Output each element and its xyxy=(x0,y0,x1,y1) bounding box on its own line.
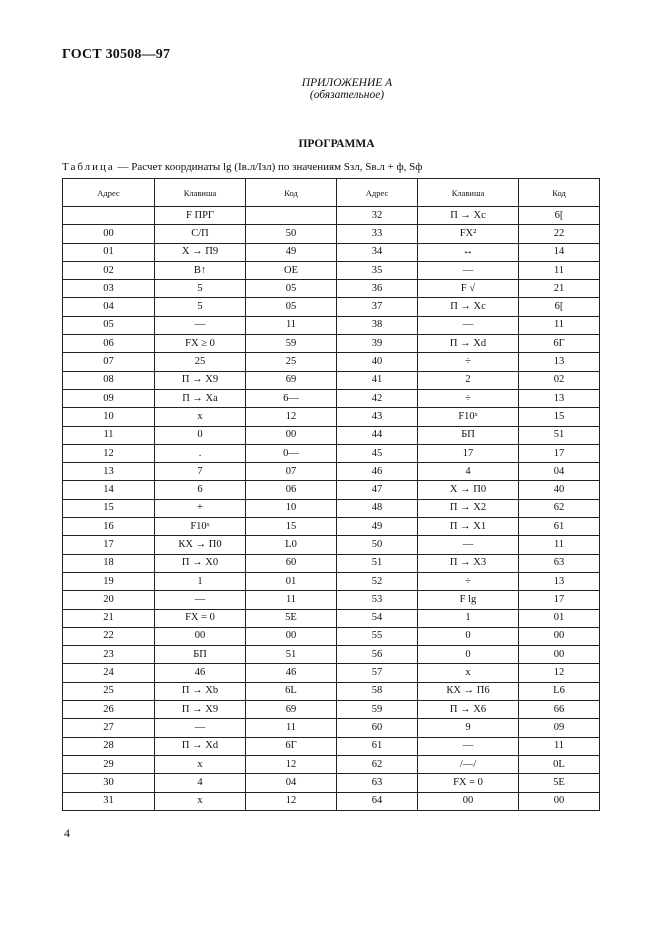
code-cell: 60 xyxy=(246,554,337,572)
address-cell: 05 xyxy=(63,316,155,334)
code-cell: 11 xyxy=(519,737,600,755)
address-cell: 56 xyxy=(337,646,418,664)
code-cell: 63 xyxy=(519,554,600,572)
table-row xyxy=(63,627,600,645)
header-key: Клавиша xyxy=(155,179,246,207)
address-cell: 64 xyxy=(337,792,418,810)
code-cell: 15 xyxy=(246,518,337,536)
address-cell: 14 xyxy=(63,481,155,499)
code-cell: 00 xyxy=(246,426,337,444)
table-row xyxy=(63,774,600,792)
code-cell: 00 xyxy=(246,627,337,645)
code-cell xyxy=(246,207,337,225)
table-caption-text: — Расчет координаты lg (Iв.л/Iзл) по значениям Sзл, Sв.л + ф, Sф xyxy=(117,161,423,173)
key-cell: — xyxy=(155,591,246,609)
header-address-2: Адрес xyxy=(337,179,418,207)
table-row xyxy=(63,225,600,243)
key-cell: X → П9 xyxy=(155,243,246,261)
key-cell: 5 xyxy=(155,280,246,298)
key-cell: F10ˣ xyxy=(155,518,246,536)
address-cell: 50 xyxy=(337,536,418,554)
address-cell: 54 xyxy=(337,609,418,627)
address-cell: 26 xyxy=(63,701,155,719)
address-cell: 34 xyxy=(337,243,418,261)
address-cell: 32 xyxy=(337,207,418,225)
key-cell: — xyxy=(418,261,519,279)
table-row xyxy=(63,554,600,572)
key-cell: ↔ xyxy=(418,243,519,261)
header-key-2: Клавиша xyxy=(418,179,519,207)
key-cell: х xyxy=(155,408,246,426)
address-cell: 37 xyxy=(337,298,418,316)
key-cell: П → Хd xyxy=(155,737,246,755)
address-cell: 39 xyxy=(337,335,418,353)
address-cell: 21 xyxy=(63,609,155,627)
table-row xyxy=(63,664,600,682)
code-cell: 02 xyxy=(519,371,600,389)
address-cell: 03 xyxy=(63,280,155,298)
code-cell: 6[ xyxy=(519,207,600,225)
key-cell: F √ xyxy=(418,280,519,298)
key-cell: FX² xyxy=(418,225,519,243)
address-cell: 00 xyxy=(63,225,155,243)
key-cell: ÷ xyxy=(418,389,519,407)
key-cell: 1 xyxy=(418,609,519,627)
address-cell: 44 xyxy=(337,426,418,444)
code-cell: 14 xyxy=(519,243,600,261)
code-cell: 59 xyxy=(246,335,337,353)
address-cell: 07 xyxy=(63,353,155,371)
key-cell: ÷ xyxy=(418,572,519,590)
code-cell: 0— xyxy=(246,444,337,462)
key-cell: 0 xyxy=(418,627,519,645)
code-cell: 6Г xyxy=(519,335,600,353)
key-cell: 4 xyxy=(418,463,519,481)
header-address: Адрес xyxy=(63,179,155,207)
address-cell: 40 xyxy=(337,353,418,371)
code-cell: 01 xyxy=(246,572,337,590)
key-cell: П → Х3 xyxy=(418,554,519,572)
document-id: ГОСТ 30508—97 xyxy=(62,47,171,62)
table-row xyxy=(63,591,600,609)
code-cell: 12 xyxy=(246,755,337,773)
key-cell: 6 xyxy=(155,481,246,499)
key-cell: 2 xyxy=(418,371,519,389)
table-row xyxy=(63,682,600,700)
key-cell: FX ≥ 0 xyxy=(155,335,246,353)
key-cell: КХ → П6 xyxy=(418,682,519,700)
key-cell: х xyxy=(418,664,519,682)
code-cell: 01 xyxy=(519,609,600,627)
address-cell: 11 xyxy=(63,426,155,444)
table-row xyxy=(63,719,600,737)
key-cell: 00 xyxy=(155,627,246,645)
table-row xyxy=(63,499,600,517)
key-cell: П → Хс xyxy=(418,298,519,316)
table-row xyxy=(63,536,600,554)
code-cell: 22 xyxy=(519,225,600,243)
code-cell: 11 xyxy=(246,591,337,609)
table-row xyxy=(63,737,600,755)
code-cell: 12 xyxy=(519,664,600,682)
key-cell: 0 xyxy=(418,646,519,664)
code-cell: 06 xyxy=(246,481,337,499)
address-cell: 57 xyxy=(337,664,418,682)
code-cell: 11 xyxy=(519,316,600,334)
key-cell: 5 xyxy=(155,298,246,316)
key-cell: 17 xyxy=(418,444,519,462)
address-cell: 38 xyxy=(337,316,418,334)
address-cell: 60 xyxy=(337,719,418,737)
key-cell: В↑ xyxy=(155,261,246,279)
code-cell: 07 xyxy=(246,463,337,481)
address-cell: 17 xyxy=(63,536,155,554)
address-cell: 53 xyxy=(337,591,418,609)
table-row xyxy=(63,572,600,590)
appendix-title: ПРИЛОЖЕНИЕ А xyxy=(301,77,393,89)
address-cell xyxy=(63,207,155,225)
code-cell: 0L xyxy=(519,755,600,773)
address-cell: 25 xyxy=(63,682,155,700)
address-cell: 09 xyxy=(63,389,155,407)
code-cell: 12 xyxy=(246,408,337,426)
address-cell: 35 xyxy=(337,261,418,279)
table-row xyxy=(63,261,600,279)
code-cell: OE xyxy=(246,261,337,279)
address-cell: 01 xyxy=(63,243,155,261)
key-cell: П → Х1 xyxy=(418,518,519,536)
key-cell: — xyxy=(418,536,519,554)
code-cell: 61 xyxy=(519,518,600,536)
code-cell: 15 xyxy=(519,408,600,426)
table-row xyxy=(63,463,600,481)
table-caption-label: Таблица xyxy=(62,161,115,173)
key-cell: КХ → П0 xyxy=(155,536,246,554)
address-cell: 61 xyxy=(337,737,418,755)
address-cell: 08 xyxy=(63,371,155,389)
table-row xyxy=(63,408,600,426)
key-cell: х xyxy=(155,792,246,810)
code-cell: 00 xyxy=(519,646,600,664)
key-cell: + xyxy=(155,499,246,517)
key-cell: — xyxy=(155,719,246,737)
key-cell: — xyxy=(418,737,519,755)
table-row xyxy=(63,335,600,353)
address-cell: 28 xyxy=(63,737,155,755)
code-cell: 6[ xyxy=(519,298,600,316)
section-title: ПРОГРАММА xyxy=(298,138,375,150)
key-cell: П → Х9 xyxy=(155,701,246,719)
table-row xyxy=(63,646,600,664)
address-cell: 12 xyxy=(63,444,155,462)
code-cell: 11 xyxy=(246,719,337,737)
code-cell: 00 xyxy=(519,627,600,645)
code-cell: 66 xyxy=(519,701,600,719)
address-cell: 55 xyxy=(337,627,418,645)
key-cell: П → Х9 xyxy=(155,371,246,389)
key-cell: F lg xyxy=(418,591,519,609)
table-row xyxy=(63,280,600,298)
table-row xyxy=(63,481,600,499)
key-cell: . xyxy=(155,444,246,462)
key-cell: — xyxy=(418,316,519,334)
address-cell: 22 xyxy=(63,627,155,645)
appendix-heading xyxy=(0,77,661,101)
code-cell: 04 xyxy=(246,774,337,792)
key-cell: 1 xyxy=(155,572,246,590)
code-cell: 50 xyxy=(246,225,337,243)
table-caption xyxy=(62,161,422,173)
address-cell: 06 xyxy=(63,335,155,353)
code-cell: 05 xyxy=(246,280,337,298)
table-row xyxy=(63,518,600,536)
address-cell: 63 xyxy=(337,774,418,792)
key-cell: 4 xyxy=(155,774,246,792)
code-cell: 6Г xyxy=(246,737,337,755)
address-cell: 18 xyxy=(63,554,155,572)
address-cell: 16 xyxy=(63,518,155,536)
code-cell: 49 xyxy=(246,243,337,261)
code-cell: 13 xyxy=(519,353,600,371)
address-cell: 13 xyxy=(63,463,155,481)
address-cell: 19 xyxy=(63,572,155,590)
key-cell: х xyxy=(155,755,246,773)
address-cell: 29 xyxy=(63,755,155,773)
table-row xyxy=(63,298,600,316)
address-cell: 62 xyxy=(337,755,418,773)
code-cell: 69 xyxy=(246,701,337,719)
code-cell: 6— xyxy=(246,389,337,407)
header-code: Код xyxy=(246,179,337,207)
key-cell: 0 xyxy=(155,426,246,444)
header-code-2: Код xyxy=(519,179,600,207)
key-cell: П → Х0 xyxy=(155,554,246,572)
table-header-row xyxy=(63,179,600,207)
key-cell: П → Х6 xyxy=(418,701,519,719)
key-cell: FX = 0 xyxy=(418,774,519,792)
code-cell: 17 xyxy=(519,444,600,462)
code-cell: 05 xyxy=(246,298,337,316)
key-cell: 25 xyxy=(155,353,246,371)
code-cell: L0 xyxy=(246,536,337,554)
code-cell: 40 xyxy=(519,481,600,499)
address-cell: 04 xyxy=(63,298,155,316)
code-cell: 5E xyxy=(519,774,600,792)
key-cell: П → Хb xyxy=(155,682,246,700)
appendix-subtitle: (обязательное) xyxy=(309,89,385,101)
address-cell: 42 xyxy=(337,389,418,407)
address-cell: 47 xyxy=(337,481,418,499)
address-cell: 24 xyxy=(63,664,155,682)
address-cell: 45 xyxy=(337,444,418,462)
table-row xyxy=(63,444,600,462)
key-cell: /—/ xyxy=(418,755,519,773)
code-cell: 10 xyxy=(246,499,337,517)
table-row xyxy=(63,207,600,225)
key-cell: 00 xyxy=(418,792,519,810)
code-cell: 5E xyxy=(246,609,337,627)
address-cell: 10 xyxy=(63,408,155,426)
address-cell: 52 xyxy=(337,572,418,590)
address-cell: 59 xyxy=(337,701,418,719)
code-cell: 6L xyxy=(246,682,337,700)
code-cell: 51 xyxy=(246,646,337,664)
code-cell: 62 xyxy=(519,499,600,517)
code-cell: 25 xyxy=(246,353,337,371)
code-cell: 12 xyxy=(246,792,337,810)
key-cell: С/П xyxy=(155,225,246,243)
address-cell: 23 xyxy=(63,646,155,664)
key-cell: П → Х2 xyxy=(418,499,519,517)
table-row xyxy=(63,316,600,334)
address-cell: 58 xyxy=(337,682,418,700)
key-cell: БП xyxy=(418,426,519,444)
table-row xyxy=(63,755,600,773)
table-row xyxy=(63,792,600,810)
code-cell: 69 xyxy=(246,371,337,389)
key-cell: 9 xyxy=(418,719,519,737)
table-row xyxy=(63,243,600,261)
page-number: 4 xyxy=(64,826,70,840)
address-cell: 36 xyxy=(337,280,418,298)
table-row xyxy=(63,389,600,407)
key-cell: Х → П0 xyxy=(418,481,519,499)
code-cell: 13 xyxy=(519,389,600,407)
address-cell: 43 xyxy=(337,408,418,426)
code-cell: 51 xyxy=(519,426,600,444)
key-cell: ÷ xyxy=(418,353,519,371)
key-cell: П → Хd xyxy=(418,335,519,353)
address-cell: 41 xyxy=(337,371,418,389)
code-cell: 13 xyxy=(519,572,600,590)
key-cell: П → Ха xyxy=(155,389,246,407)
code-cell: 17 xyxy=(519,591,600,609)
address-cell: 51 xyxy=(337,554,418,572)
address-cell: 46 xyxy=(337,463,418,481)
address-cell: 02 xyxy=(63,261,155,279)
code-cell: 11 xyxy=(519,536,600,554)
address-cell: 33 xyxy=(337,225,418,243)
address-cell: 48 xyxy=(337,499,418,517)
code-cell: 09 xyxy=(519,719,600,737)
key-cell: — xyxy=(155,316,246,334)
address-cell: 30 xyxy=(63,774,155,792)
key-cell: 7 xyxy=(155,463,246,481)
code-cell: 11 xyxy=(519,261,600,279)
table-body xyxy=(63,207,600,811)
table-row xyxy=(63,371,600,389)
program-table xyxy=(62,178,600,811)
address-cell: 31 xyxy=(63,792,155,810)
code-cell: 46 xyxy=(246,664,337,682)
table-row xyxy=(63,426,600,444)
key-cell: F ПРГ xyxy=(155,207,246,225)
address-cell: 20 xyxy=(63,591,155,609)
address-cell: 27 xyxy=(63,719,155,737)
code-cell: 21 xyxy=(519,280,600,298)
key-cell: FX = 0 xyxy=(155,609,246,627)
code-cell: 00 xyxy=(519,792,600,810)
code-cell: 04 xyxy=(519,463,600,481)
key-cell: F10ˣ xyxy=(418,408,519,426)
address-cell: 49 xyxy=(337,518,418,536)
code-cell: L6 xyxy=(519,682,600,700)
table-row xyxy=(63,701,600,719)
key-cell: П → Хс xyxy=(418,207,519,225)
address-cell: 15 xyxy=(63,499,155,517)
table-row xyxy=(63,353,600,371)
key-cell: БП xyxy=(155,646,246,664)
code-cell: 11 xyxy=(246,316,337,334)
table-row xyxy=(63,609,600,627)
key-cell: 46 xyxy=(155,664,246,682)
